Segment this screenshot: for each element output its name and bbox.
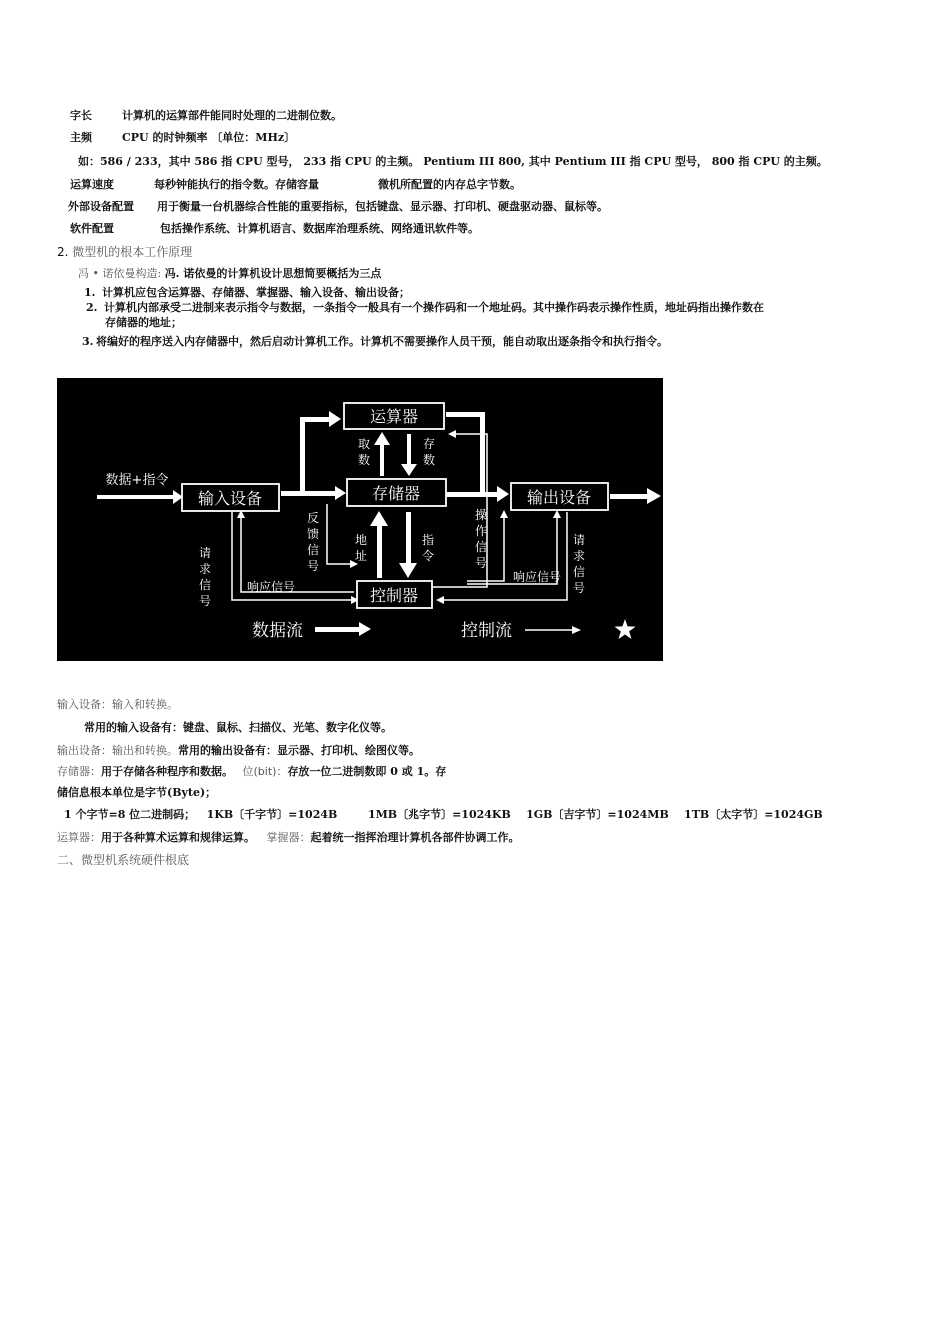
request-left-label: 请求信号 <box>198 546 212 608</box>
store-label: 存数 <box>422 437 436 467</box>
output-common: 常用的输出设备有：显示器、打印机、绘图仪等。 <box>178 744 420 757</box>
control-flow-legend: 控制流 <box>461 621 512 641</box>
speed-line <box>70 178 521 192</box>
alu-desc: 用于各种算术运算和规律运算。 <box>101 831 255 844</box>
data-instr-label: 数据+指令 <box>105 473 169 488</box>
units-line: 1 个字节=8 位二进制码； 1KB〔千字节〕=1024B 1MB〔兆字节〕=1024KB 1GB〔吉字节〕=1024MB 1TB〔太字节〕=1024GB <box>64 808 823 821</box>
feedback-label: 反馈信号 <box>306 511 320 573</box>
speed-desc: 每秒钟能执行的指令数。存储容量 <box>154 178 319 191</box>
capacity-desc: 微机所配置的内存总字节数。 <box>378 178 521 191</box>
peripheral-line <box>68 200 608 214</box>
data-flow-legend: 数据流 <box>252 621 303 641</box>
response-right-label: 响应信号 <box>512 570 562 584</box>
clock-term: 主频 <box>70 131 92 144</box>
software-desc: 包括操作系统、计算机语言、数据库治理系统、网络通讯软件等。 <box>160 222 479 235</box>
input-device-line: 输入设备：输入和转换。 <box>57 698 178 711</box>
address-label: 地址 <box>354 533 368 563</box>
request-right-label: 请求信号 <box>572 533 586 595</box>
section-title: 微型机的根本工作原理 <box>72 245 193 259</box>
alu-label: 运算器： <box>57 831 101 844</box>
word-length-desc: 计算机的运算部件能同时处理的二进制位数。 <box>122 109 342 122</box>
point-text: 计算机内部承受二进制来表示指令与数据，一条指令一般具有一个操作码和一个地址码。其中操作码表示操作性质，地址码指出操作数在 <box>104 301 764 314</box>
section-heading <box>57 245 192 259</box>
point-2 <box>86 301 764 315</box>
star-icon <box>615 619 636 639</box>
output-label: 输出设备 <box>526 488 592 507</box>
controller-label: 控制器 <box>369 586 419 605</box>
point-number: 2. <box>86 301 98 314</box>
bit-label: 位(bit)： <box>242 765 288 778</box>
point-number: 1. <box>84 286 96 299</box>
bit-desc: 存放一位二进制数即 0 或 1。存 <box>287 765 447 778</box>
software-line <box>70 222 479 236</box>
speed-term: 运算速度 <box>70 178 114 191</box>
section-number: 2. <box>57 245 69 259</box>
alu-label: 运算器 <box>369 407 419 426</box>
operation-label: 操作信号 <box>474 508 488 570</box>
peripheral-term: 外部设备配置 <box>68 200 134 213</box>
point-number: 3. <box>82 335 94 348</box>
clock-desc: CPU 的时钟频率 〔单位：MHz〕 <box>122 131 296 144</box>
word-length-term: 字长 <box>70 109 92 122</box>
input-label: 输入设备 <box>197 489 263 508</box>
memory-label: 存储器 <box>371 484 421 503</box>
cpu-example-line: 如：586 / 233，其中 586 指 CPU 型号， 233 指 CPU 的主频。 Pentium III 800, 其中 Pentium III 指 CPU 型号， 800 指 CPU 的主频。 <box>78 155 828 168</box>
point-text: 计算机应包含运算器、存储器、掌握器、输入设备、输出设备； <box>102 286 410 299</box>
software-term: 软件配置 <box>70 222 114 235</box>
word-length-line <box>70 109 342 123</box>
point-1 <box>84 286 410 300</box>
ctrl-desc: 起着统一指挥治理计算机各部件协调工作。 <box>310 831 520 844</box>
intro-text: 冯. 诺依曼的计算机设计思想简要概括为三点 <box>164 267 382 280</box>
intro-label: 冯 • 诺依曼构造: <box>78 267 162 280</box>
output-device-line <box>57 744 420 758</box>
von-neumann-diagram <box>57 378 663 661</box>
von-neumann-intro <box>78 267 381 281</box>
next-section-heading: 二、微型机系统硬件根底 <box>57 853 190 867</box>
storage-label: 存储器： <box>57 765 101 778</box>
clock-line <box>70 131 295 145</box>
storage-line <box>57 765 446 779</box>
output-label: 输出设备：输出和转换。 <box>57 744 178 757</box>
storage-unit-line: 储信息根本单位是字节(Byte)； <box>57 786 217 799</box>
point-2-continued: 存储器的地址； <box>105 316 182 329</box>
storage-desc: 用于存储各种程序和数据。 <box>101 765 233 778</box>
alu-ctrl-line <box>57 831 520 845</box>
point-3 <box>82 335 668 349</box>
fetch-label: 取数 <box>357 437 371 467</box>
peripheral-desc: 用于衡量一台机器综合性能的重要指标，包括键盘、显示器、打印机、硬盘驱动器、鼠标等。 <box>157 200 608 213</box>
instruction-label: 指令 <box>421 533 435 563</box>
response-left-label: 响应信号 <box>246 580 296 594</box>
point-text: 将编好的程序送入内存储器中，然后启动计算机工作。计算机不需要操作人员干预，能自动取出逐条指令和执行指令。 <box>96 335 668 348</box>
input-common-line: 常用的输入设备有：键盘、鼠标、扫描仪、光笔、数字化仪等。 <box>84 721 392 734</box>
ctrl-label: 掌握器： <box>266 831 311 844</box>
